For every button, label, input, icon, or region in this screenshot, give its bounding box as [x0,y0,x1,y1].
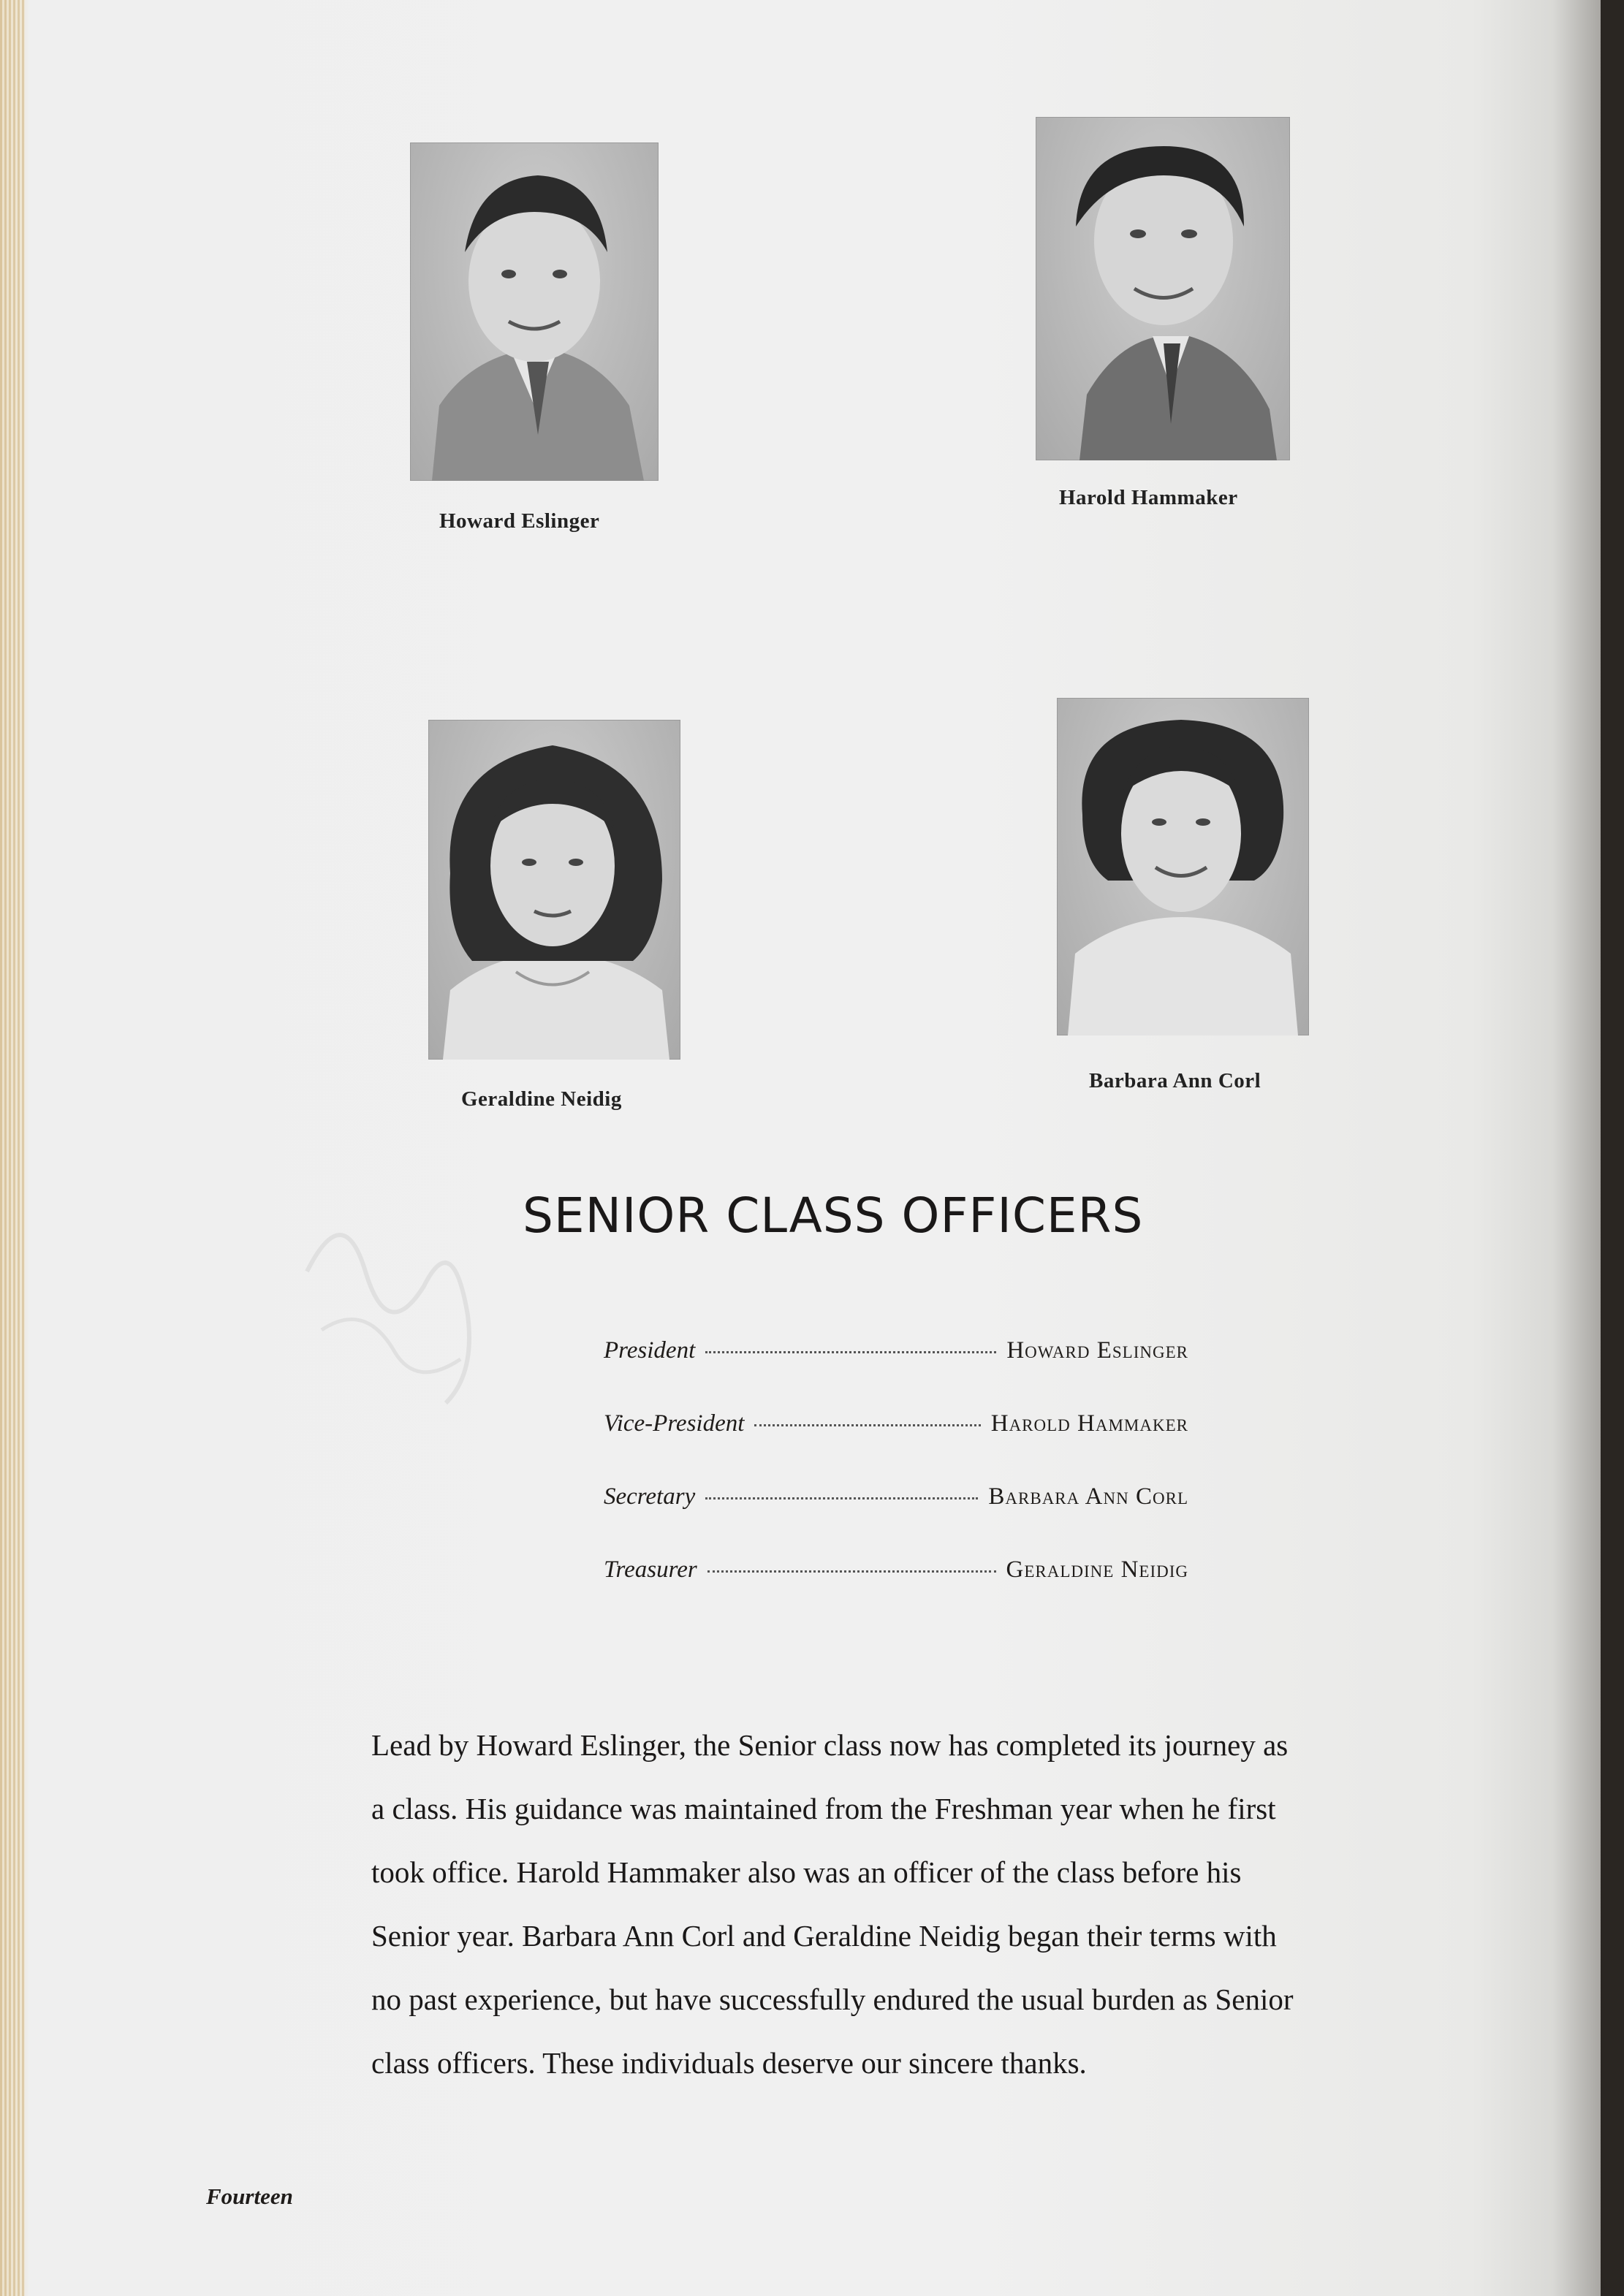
officer-role: Secretary [604,1483,696,1510]
officer-row-treasurer [604,1556,1188,1600]
officer-row-vice-president [604,1410,1188,1454]
officer-name: Howard Eslinger [1006,1337,1188,1364]
page-number: Fourteen [206,2183,293,2209]
portrait-image [1036,117,1290,460]
paragraph-line: no past experience, but have successfully endured the usual burden as Senior [371,1983,1294,2016]
officer-role: Vice-President [604,1410,745,1437]
portrait-image [410,142,659,481]
portrait-caption: Barbara Ann Corl [1089,1069,1261,1092]
officer-role: Treasurer [604,1556,697,1583]
portrait-howard-eslinger [410,142,659,481]
leader-dots [707,1570,996,1573]
portrait-caption: Geraldine Neidig [461,1087,622,1111]
portrait-image [1057,698,1309,1035]
portrait-caption: Howard Eslinger [439,509,600,533]
officer-name: Geraldine Neidig [1006,1556,1188,1583]
page-binding-edge [0,0,25,2296]
bleed-through-signature [278,1184,512,1432]
paragraph-line: Senior year. Barbara Ann Corl and Geraldine Neidig began their terms with [371,1919,1277,1953]
portrait-barbara-ann-corl [1057,698,1309,1035]
officer-name: Barbara Ann Corl [988,1483,1188,1510]
paragraph-line: took office. Harold Hammaker also was an officer of the class before his [371,1855,1242,1889]
portrait-image [428,720,680,1060]
paragraph-line: class officers. These individuals deserve our sincere thanks. [371,2046,1087,2080]
portrait-geraldine-neidig [428,720,680,1060]
leader-dots [705,1497,978,1499]
officer-row-president [604,1337,1188,1381]
officer-row-secretary [604,1483,1188,1527]
leader-dots [705,1351,996,1353]
body-paragraph [371,1714,1460,2095]
leader-dots [754,1424,980,1426]
paragraph-line: Lead by Howard Eslinger, the Senior class now has completed its journey as [371,1728,1289,1762]
page-title: SENIOR CLASS OFFICERS [523,1187,1144,1244]
portrait-harold-hammaker [1036,117,1290,460]
officer-name: Harold Hammaker [990,1410,1188,1437]
officer-role: President [604,1337,696,1364]
paragraph-line: a class. His guidance was maintained from the Freshman year when he first [371,1792,1276,1825]
portrait-caption: Harold Hammaker [1059,486,1238,509]
